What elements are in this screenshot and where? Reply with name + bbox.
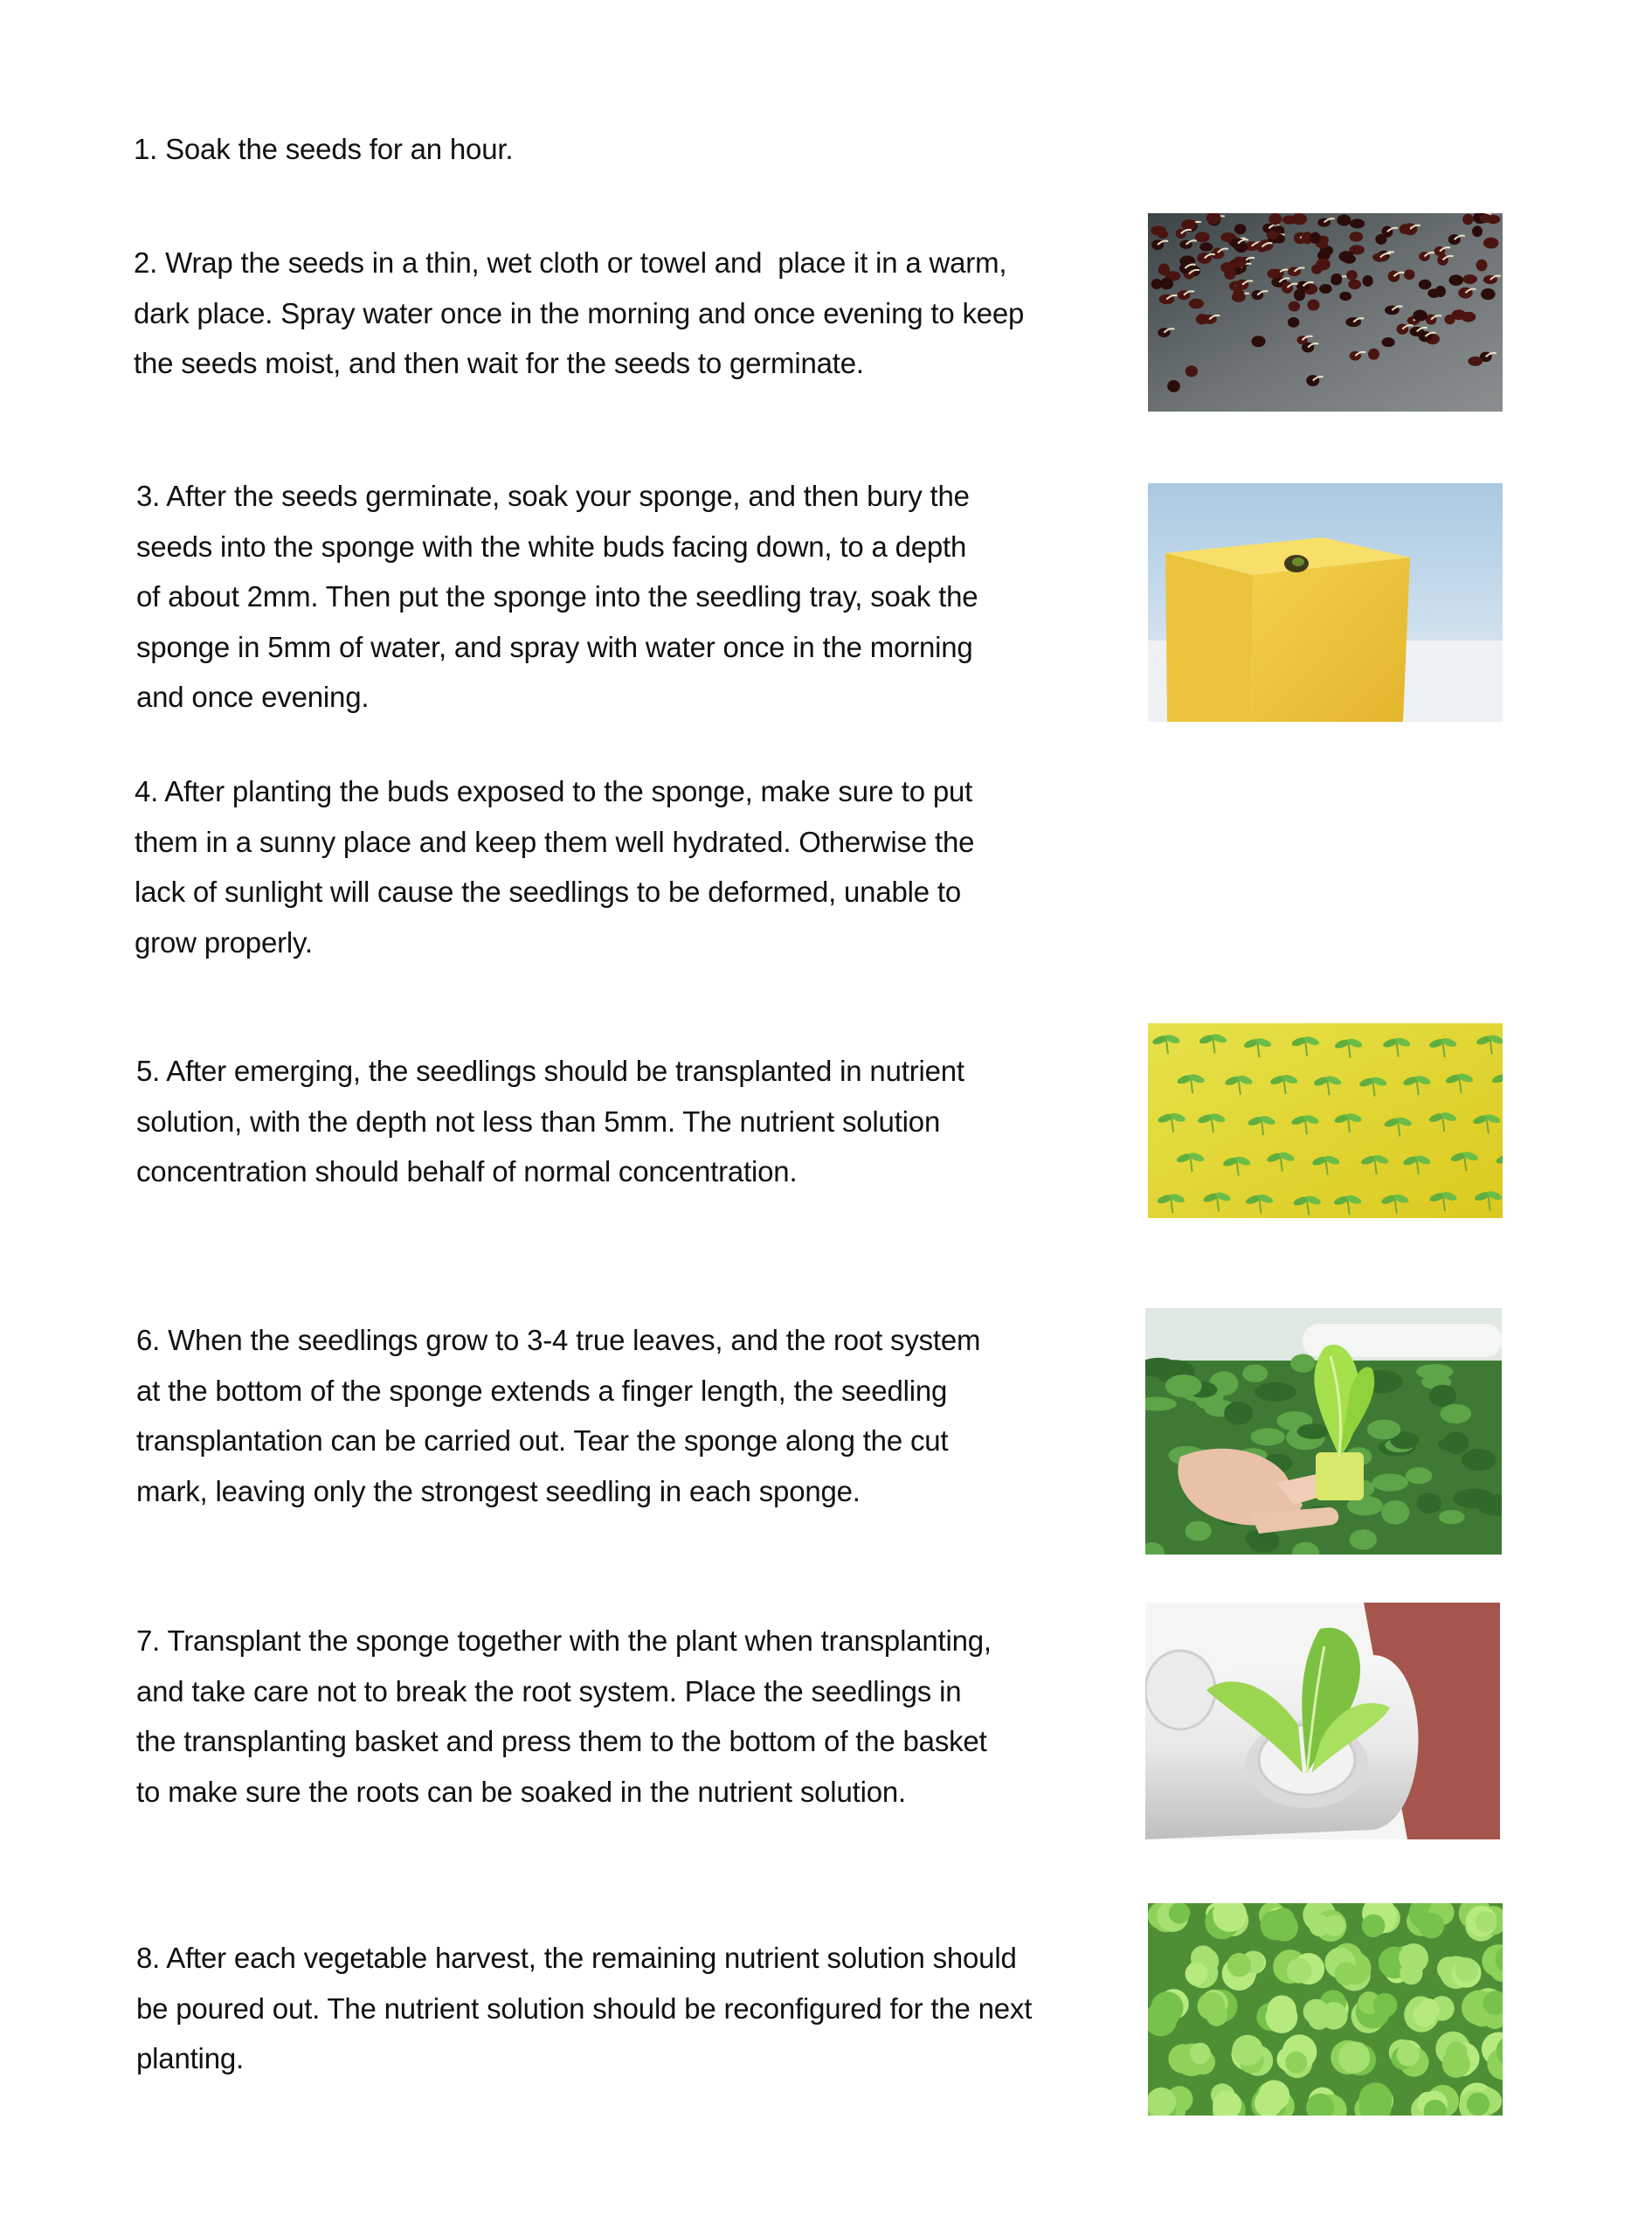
step-2-line-1: 2. Wrap the seeds in a thin, wet cloth or towel and place it in a warm, <box>134 246 1007 279</box>
seedlings-on-sponge-photo <box>1148 1023 1503 1218</box>
step-3-line-1: 3. After the seeds germinate, soak your sponge, and then bury the <box>136 480 970 512</box>
step-4-line-2: them in a sunny place and keep them well hydrated. Otherwise the <box>135 825 975 858</box>
step-5-line-3: concentration should behalf of normal concentration. <box>136 1155 798 1188</box>
step-3 <box>136 471 978 723</box>
step-6-line-1: 6. When the seedlings grow to 3-4 true leaves, and the root system <box>136 1324 981 1356</box>
step-5-line-2: solution, with the depth not less than 5mm. The nutrient solution <box>136 1105 941 1138</box>
step-1 <box>134 124 513 175</box>
step-7 <box>136 1616 992 1817</box>
step-7-line-4: to make sure the roots can be soaked in the nutrient solution. <box>136 1775 906 1808</box>
step-2-line-2: dark place. Spray water once in the morning and once evening to keep <box>134 296 1025 329</box>
step-7-line-1: 7. Transplant the sponge together with the plant when transplanting, <box>136 1624 992 1657</box>
step-3-line-5: and once evening. <box>136 681 370 713</box>
step-5 <box>136 1046 964 1197</box>
step-8-line-1: 8. After each vegetable harvest, the remaining nutrient solution should <box>136 1942 1017 1974</box>
lettuce-in-pipe-basket-photo <box>1145 1603 1500 1839</box>
step-4-line-3: lack of sunlight will cause the seedlings to be deformed, unable to <box>135 876 962 908</box>
step-8-line-2: be poured out. The nutrient solution should be reconfigured for the next <box>136 1991 1033 2025</box>
step-1-line-1: 1. Soak the seeds for an hour. <box>134 133 514 165</box>
step-8 <box>136 1933 1032 2084</box>
step-3-line-3: of about 2mm. Then put the sponge into the seedling tray, soak the <box>136 580 978 613</box>
hand-holding-seedling-photo <box>1145 1308 1502 1555</box>
sponge-seed-photo <box>1148 483 1503 722</box>
step-6-line-3: transplantation can be carried out. Tear the sponge along the cut <box>136 1424 949 1457</box>
germinating-seeds-photo <box>1148 213 1503 412</box>
step-2-line-3: the seeds moist, and then wait for the seeds to germinate. <box>134 347 864 379</box>
step-6-line-4: mark, leaving only the strongest seedling in each sponge. <box>136 1474 861 1507</box>
step-6-line-2: at the bottom of the sponge extends a finger length, the seedling <box>136 1374 948 1407</box>
step-8-line-3: planting. <box>136 2042 244 2074</box>
step-3-line-2: seeds into the sponge with the white buds facing down, to a depth <box>136 530 967 563</box>
step-4 <box>135 766 974 967</box>
lettuce-harvest-photo <box>1148 1903 1503 2116</box>
step-7-line-2: and take care not to break the root system. Place the seedlings in <box>136 1674 962 1707</box>
step-4-line-4: grow properly. <box>135 925 313 959</box>
step-3-line-4: sponge in 5mm of water, and spray with water once in the morning <box>136 630 973 663</box>
step-4-line-1: 4. After planting the buds exposed to the sponge, make sure to put <box>135 775 973 807</box>
step-5-line-1: 5. After emerging, the seedlings should be transplanted in nutrient <box>136 1055 964 1087</box>
step-6 <box>136 1315 980 1516</box>
step-2 <box>134 238 1024 389</box>
step-7-line-3: the transplanting basket and press them to the bottom of the basket <box>136 1725 987 1757</box>
